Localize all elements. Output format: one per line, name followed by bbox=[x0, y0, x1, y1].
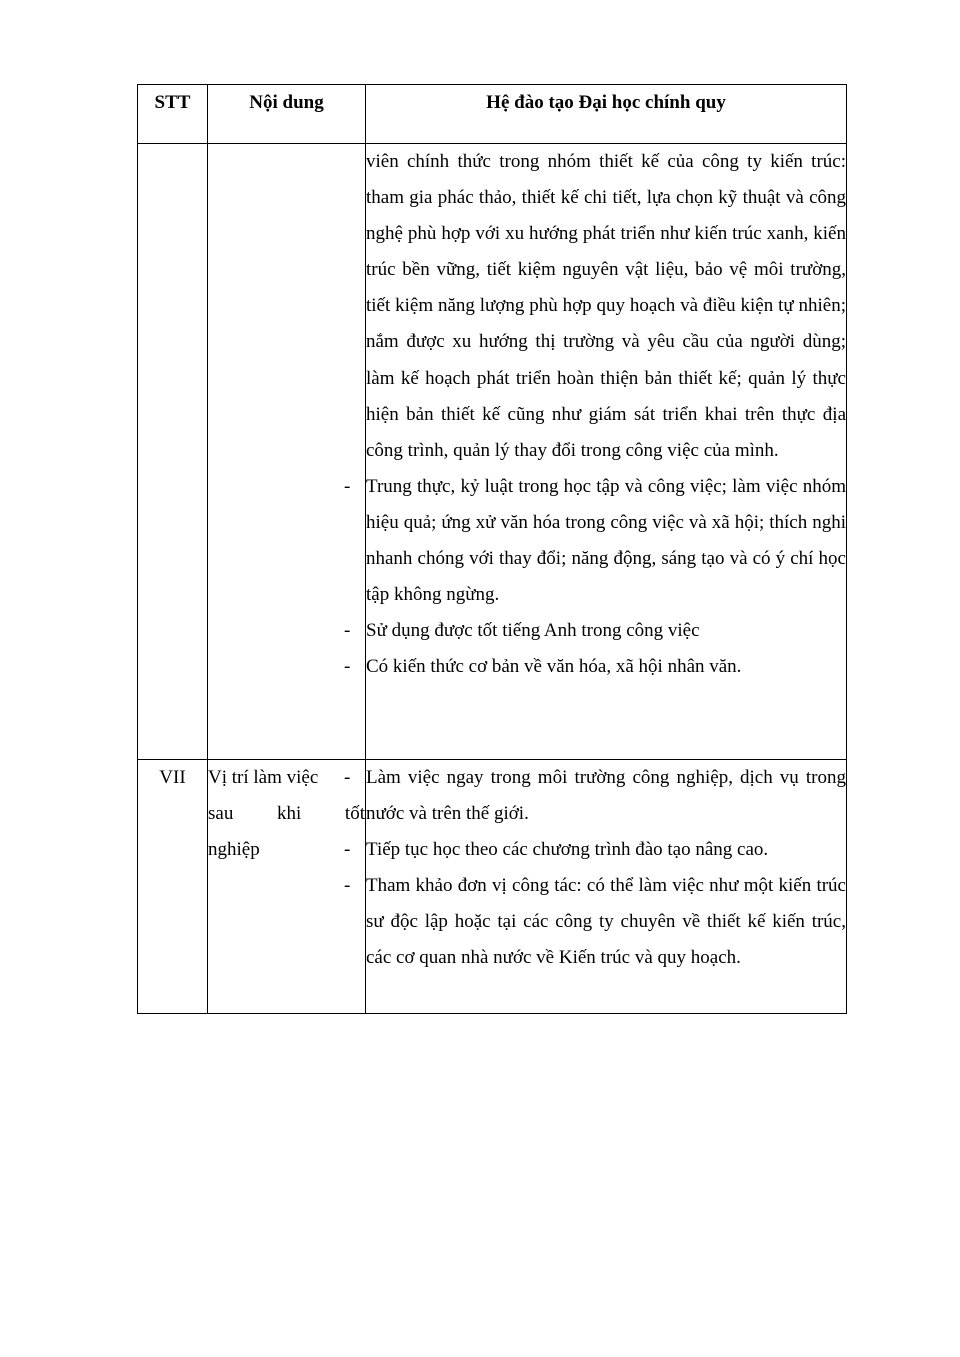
program-table bbox=[137, 84, 847, 1014]
header-stt: STT bbox=[138, 85, 208, 144]
header-he-dao-tao: Hệ đào tạo Đại học chính quy bbox=[366, 85, 847, 144]
noi-dung-line: nghiệp bbox=[208, 839, 260, 861]
row2-noi-dung bbox=[208, 760, 366, 1014]
bullet-dash: - bbox=[344, 620, 351, 642]
bullet-dash: - bbox=[344, 767, 351, 788]
list-item: - Làm việc ngay trong môi trường công nghiệp, dịch vụ trong nước và trên thế giới. bbox=[366, 760, 846, 832]
continuation-paragraph: viên chính thức trong nhóm thiết kế của công ty kiến trúc: tham gia phác thảo, thiết kế chi tiết, lựa chọn kỹ thuật và công nghệ phù hợp với xu hướng phát triển như kiến trúc xanh, kiến trúc bền vững, tiết kiệm nguyên vật liệu, bảo vệ môi trường, tiết kiệm năng lượng phù hợp quy hoạch và điều kiện tự nhiên; nắm được xu hướng thị trường và yêu cầu của người dùng; làm kế hoạch phát triển hoàn thiện bản thiết kế; quản lý thực hiện bản thiết kế cũng như giám sát triển khai trên thực địa công trình, quản lý thay đổi trong công việc của mình. bbox=[366, 151, 846, 461]
header-noi-dung: Nội dung bbox=[208, 85, 366, 144]
list-item: - Có kiến thức cơ bản về văn hóa, xã hội nhân văn. bbox=[366, 649, 846, 685]
list-item: - Tham khảo đơn vị công tác: có thể làm việc như một kiến trúc sư độc lập hoặc tại các công ty chuyên về thiết kế kiến trúc, các cơ quan nhà nước về Kiến trúc và quy hoạch. bbox=[366, 868, 846, 976]
row1-content bbox=[344, 144, 847, 760]
table-row bbox=[138, 144, 847, 760]
row1-noi-dung bbox=[208, 144, 366, 760]
list-item: - Tiếp tục học theo các chương trình đào tạo nâng cao. bbox=[366, 832, 846, 868]
row2-content bbox=[344, 760, 847, 1014]
list-item: - Sử dụng được tốt tiếng Anh trong công việc bbox=[366, 613, 846, 649]
noi-dung-line: sau khi tốt bbox=[208, 803, 365, 825]
bullet-dash: - bbox=[344, 875, 351, 897]
table-header-row bbox=[138, 85, 847, 144]
bullet-dash: - bbox=[344, 839, 351, 861]
list-item: - Trung thực, kỷ luật trong học tập và công việc; làm việc nhóm hiệu quả; ứng xử văn hóa trong công việc và xã hội; thích nghi nhanh chóng với thay đổi; năng động, sáng tạo và có ý chí học tập không ngừng. bbox=[366, 469, 846, 613]
bullet-dash: - bbox=[344, 475, 351, 497]
noi-dung-line: Vị trí làm việc bbox=[208, 767, 319, 788]
row2-stt: VII bbox=[138, 760, 208, 1014]
bullet-dash: - bbox=[344, 656, 351, 678]
row1-stt bbox=[138, 144, 208, 760]
table-row bbox=[138, 760, 847, 1014]
